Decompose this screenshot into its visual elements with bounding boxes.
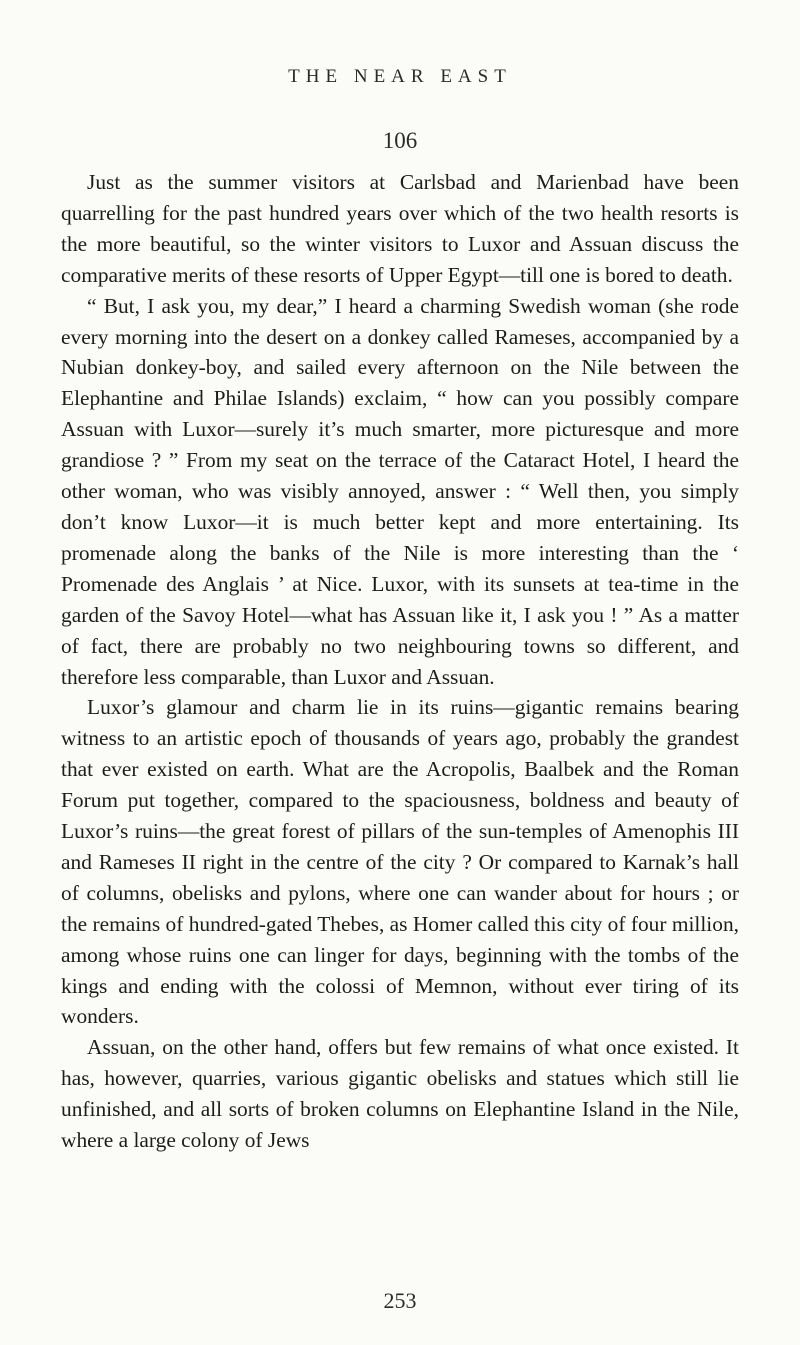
paragraph: “ But, I ask you, my dear,” I heard a charming Swedish woman (she rode every morning into the desert on a donkey called Rameses, accompanied by a Nubian donkey-boy, and sailed every afternoon on the Nile between the Elephantine and Philae Islands) exclaim, “ how can you possibly compare Assuan with Luxor—surely it’s much smarter, more picturesque and more grandiose ? ” From my seat on the terrace of the Cataract Hotel, I heard the other woman, who was visibly annoyed, answer : “ Well then, you simply don’t know Luxor—it is much better kept and more entertaining. Its promenade along the banks of the Nile is more interesting than the ‘ Promenade des Anglais ’ at Nice. Luxor, with its sunsets at tea-time in the garden of the Savoy Hotel—what has Assuan like it, I ask you ! ” As a matter of fact, there are probably no two neighbouring towns so different, and therefore less comparable, than Luxor and Assuan.	[61, 293, 739, 689]
body-text	[61, 167, 739, 1156]
paragraph: Luxor’s glamour and charm lie in its ruins—gigantic remains bearing witness to an artistic epoch of thousands of years ago, probably the grandest that ever existed on earth. What are the Acropolis, Baalbek and the Roman Forum put together, compared to the spaciousness, boldness and beauty of Luxor’s ruins—the great forest of pillars of the sun-temples of Amenophis III and Rameses II right in the centre of the city ? Or compared to Karnak’s hall of columns, obelisks and pylons, where one can wander about for hours ; or the remains of hundred-gated Thebes, as Homer called this city of four million, among whose ruins one can linger for days, beginning with the tombs of the kings and ending with the colossi of Memnon, without ever tiring of its wonders.	[61, 695, 739, 1029]
running-head: THE NEAR EAST	[288, 66, 512, 87]
page-number: 253	[383, 1288, 417, 1313]
paragraph: Just as the summer visitors at Carlsbad and Marienbad have been quarrelling for the past hundred years over which of the two health resorts is the more beautiful, so the winter visitors to Luxor and Assuan discuss the comparative merits of these resorts of Upper Egypt—till one is bored to death.	[61, 170, 739, 287]
paragraph: Assuan, on the other hand, offers but few remains of what once existed. It has, however, quarries, various gigantic obelisks and statues which still lie unfinished, and all sorts of broken columns on Elephantine Island in the Nile, where a large colony of Jews	[61, 1035, 739, 1153]
chapter-number: 106	[382, 128, 418, 153]
book-page	[61, 0, 739, 1345]
